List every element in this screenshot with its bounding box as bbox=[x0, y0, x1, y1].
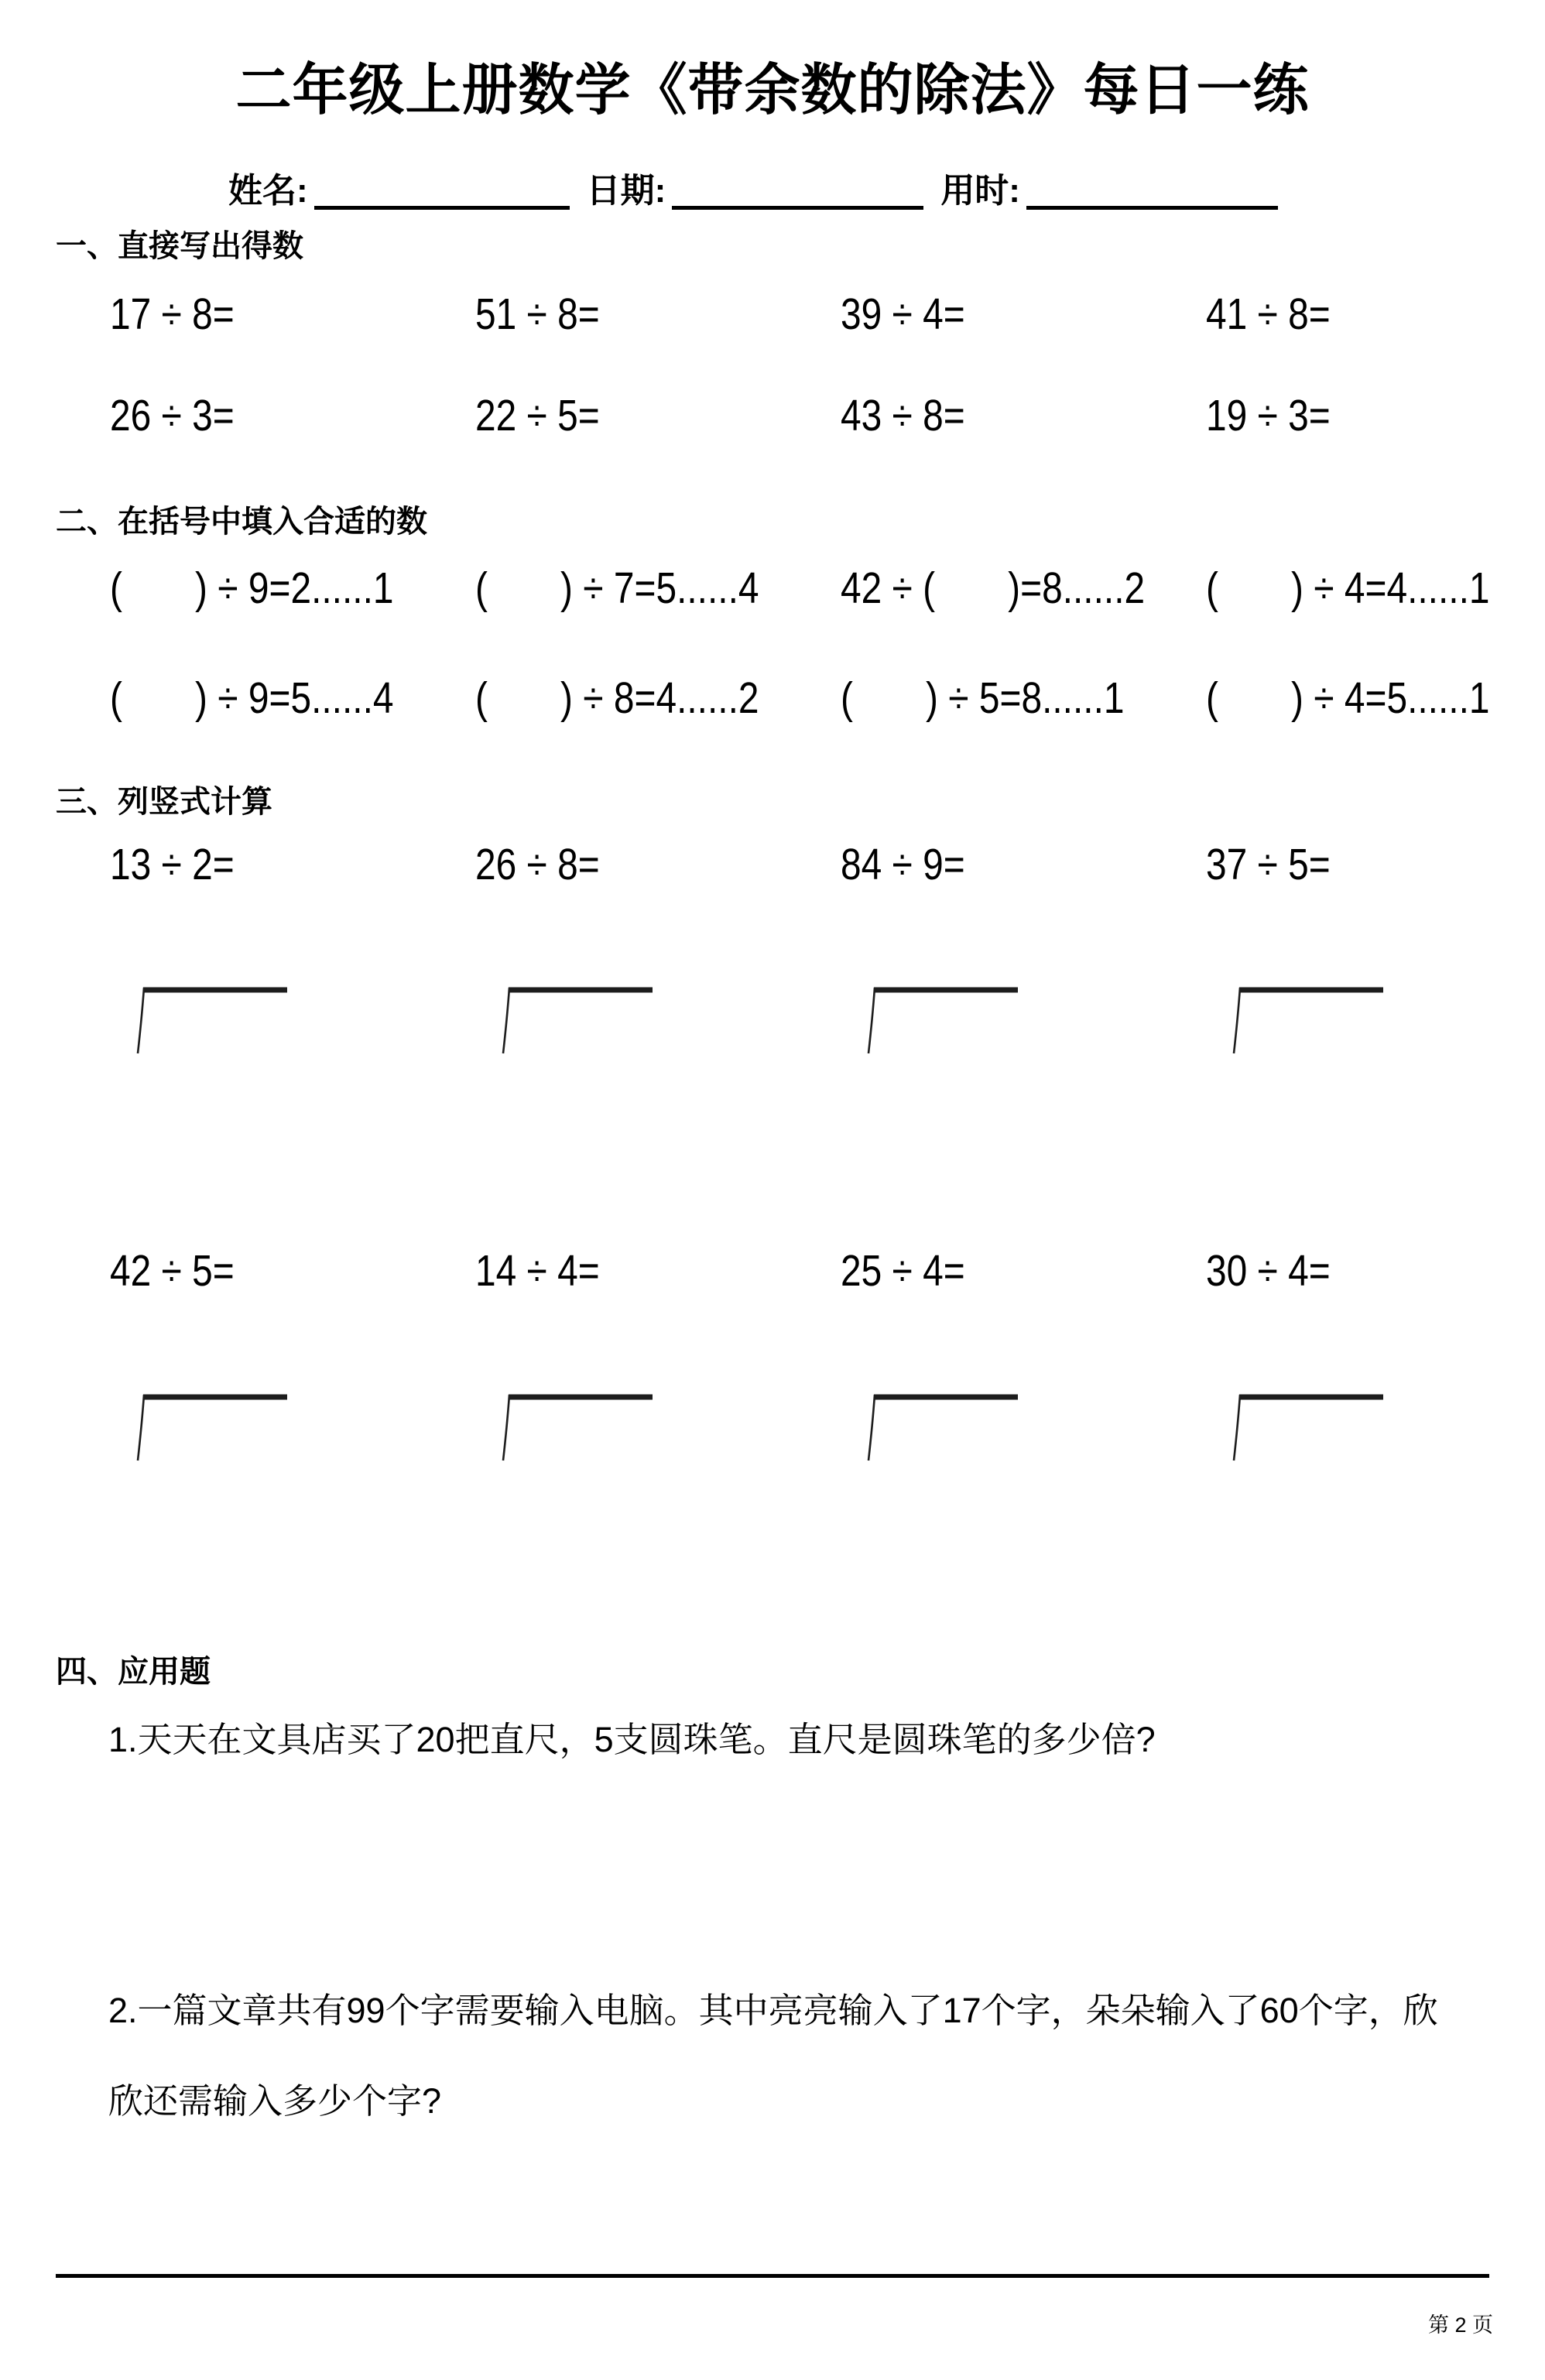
problem-cell bbox=[841, 673, 1206, 724]
problem-post: =8......2 bbox=[1020, 563, 1146, 613]
problem-pre: 42 ÷ bbox=[841, 563, 923, 613]
date-blank-line bbox=[672, 167, 923, 210]
fill-blank-problem bbox=[1206, 563, 1490, 615]
fill-blank-problem bbox=[841, 673, 1125, 724]
problem-cell bbox=[110, 840, 475, 891]
problem-cell bbox=[110, 673, 475, 724]
paren-close: ) bbox=[1291, 563, 1303, 613]
problem-cell bbox=[1206, 391, 1545, 442]
division-problem: 37 ÷ 5= bbox=[1206, 840, 1331, 889]
section2-row1 bbox=[110, 563, 1545, 615]
work-area-cell bbox=[1206, 1392, 1545, 1463]
problem-cell bbox=[475, 563, 841, 615]
problem-cell bbox=[1206, 840, 1545, 891]
work-area-cell bbox=[110, 1392, 475, 1463]
time-used-label: 用时: bbox=[940, 172, 1020, 211]
problem-cell bbox=[475, 289, 841, 341]
paren-close: ) bbox=[926, 673, 938, 723]
paren-open: ( bbox=[1206, 563, 1218, 613]
problem-post: ÷ 4=5......1 bbox=[1303, 673, 1490, 723]
long-division-bracket-icon bbox=[135, 985, 290, 1056]
section3-heading: 三、列竖式计算 bbox=[56, 785, 272, 819]
problem-cell bbox=[841, 391, 1206, 442]
header-fields bbox=[228, 167, 1278, 211]
problem-cell bbox=[475, 391, 841, 442]
problem-cell bbox=[110, 289, 475, 341]
problem-post: ÷ 5=8......1 bbox=[937, 673, 1125, 723]
division-problem: 51 ÷ 8= bbox=[475, 289, 600, 339]
division-problem: 19 ÷ 3= bbox=[1206, 391, 1331, 440]
division-problem: 25 ÷ 4= bbox=[841, 1246, 965, 1296]
division-problem: 22 ÷ 5= bbox=[475, 391, 600, 440]
long-division-bracket-icon bbox=[501, 1392, 656, 1463]
fill-blank-problem bbox=[1206, 673, 1490, 724]
problem-cell bbox=[475, 1246, 841, 1297]
problem-cell bbox=[110, 391, 475, 442]
division-problem: 13 ÷ 2= bbox=[110, 840, 235, 889]
paren-close: ) bbox=[1008, 563, 1021, 613]
footer-rule bbox=[56, 2274, 1489, 2278]
paren-close: ) bbox=[195, 673, 207, 723]
paren-close: ) bbox=[1291, 673, 1303, 723]
time-used-blank-line bbox=[1026, 167, 1278, 210]
section4-heading: 四、应用题 bbox=[56, 1655, 211, 1689]
problem-cell bbox=[841, 840, 1206, 891]
division-problem: 42 ÷ 5= bbox=[110, 1246, 235, 1296]
paren-open: ( bbox=[841, 673, 853, 723]
section1-row1 bbox=[110, 289, 1545, 341]
section1-heading: 一、直接写出得数 bbox=[56, 229, 303, 263]
section3-row2 bbox=[110, 1246, 1545, 1297]
division-problem: 26 ÷ 8= bbox=[475, 840, 600, 889]
paren-open: ( bbox=[923, 563, 936, 613]
problem-post: ÷ 9=2......1 bbox=[207, 563, 394, 613]
word-problem-2-line1: 2.一篇文章共有99个字需要输入电脑。其中亮亮输入了17个字，朵朵输入了60个字，欣 bbox=[108, 1991, 1438, 2030]
division-problem: 17 ÷ 8= bbox=[110, 289, 235, 339]
problem-cell bbox=[841, 563, 1206, 615]
section1-row2 bbox=[110, 391, 1545, 442]
page-title: 二年级上册数学《带余数的除法》每日一练 bbox=[235, 60, 1310, 122]
long-division-bracket-icon bbox=[1232, 985, 1386, 1056]
fill-blank-problem bbox=[841, 563, 1145, 615]
paren-open: ( bbox=[475, 673, 488, 723]
work-area-cell bbox=[475, 985, 841, 1056]
division-problem: 26 ÷ 3= bbox=[110, 391, 235, 440]
paren-open: ( bbox=[110, 563, 122, 613]
long-division-row2 bbox=[110, 1392, 1545, 1463]
paren-close: ) bbox=[560, 563, 573, 613]
word-problem-2-line2: 欣还需输入多少个字? bbox=[108, 2081, 442, 2121]
long-division-bracket-icon bbox=[135, 1392, 290, 1463]
work-area-cell bbox=[841, 1392, 1206, 1463]
fill-blank-problem bbox=[110, 673, 394, 724]
fill-blank-problem bbox=[475, 563, 759, 615]
problem-cell bbox=[475, 673, 841, 724]
problem-post: ÷ 7=5......4 bbox=[572, 563, 759, 613]
long-division-bracket-icon bbox=[1232, 1392, 1386, 1463]
division-problem: 39 ÷ 4= bbox=[841, 289, 965, 339]
fill-blank-problem bbox=[475, 673, 759, 724]
problem-cell bbox=[475, 840, 841, 891]
section3-row1 bbox=[110, 840, 1545, 891]
fill-blank-problem bbox=[110, 563, 394, 615]
paren-close: ) bbox=[195, 563, 207, 613]
section2-heading: 二、在括号中填入合适的数 bbox=[56, 505, 427, 539]
problem-cell bbox=[1206, 563, 1545, 615]
work-area-cell bbox=[110, 985, 475, 1056]
division-problem: 14 ÷ 4= bbox=[475, 1246, 600, 1296]
problem-post: ÷ 9=5......4 bbox=[207, 673, 394, 723]
long-division-row1 bbox=[110, 985, 1545, 1056]
problem-cell bbox=[1206, 1246, 1545, 1297]
problem-cell bbox=[841, 289, 1206, 341]
problem-cell bbox=[110, 563, 475, 615]
work-area-cell bbox=[475, 1392, 841, 1463]
division-problem: 84 ÷ 9= bbox=[841, 840, 965, 889]
name-label: 姓名: bbox=[228, 172, 308, 211]
problem-cell bbox=[110, 1246, 475, 1297]
page-number: 第 2 页 bbox=[1427, 2313, 1493, 2337]
problem-post: ÷ 8=4......2 bbox=[572, 673, 759, 723]
long-division-bracket-icon bbox=[501, 985, 656, 1056]
word-problem-1: 1.天天在文具店买了20把直尺，5支圆珠笔。直尺是圆珠笔的多少倍? bbox=[108, 1720, 1156, 1759]
section2-row2 bbox=[110, 673, 1545, 724]
date-label: 日期: bbox=[586, 172, 666, 211]
long-division-bracket-icon bbox=[866, 1392, 1021, 1463]
problem-cell bbox=[1206, 289, 1545, 341]
problem-cell bbox=[1206, 673, 1545, 724]
problem-post: ÷ 4=4......1 bbox=[1303, 563, 1490, 613]
name-blank-line bbox=[314, 167, 570, 210]
paren-open: ( bbox=[110, 673, 122, 723]
paren-close: ) bbox=[560, 673, 573, 723]
division-problem: 41 ÷ 8= bbox=[1206, 289, 1331, 339]
long-division-bracket-icon bbox=[866, 985, 1021, 1056]
work-area-cell bbox=[841, 985, 1206, 1056]
work-area-cell bbox=[1206, 985, 1545, 1056]
paren-open: ( bbox=[1206, 673, 1218, 723]
problem-cell bbox=[841, 1246, 1206, 1297]
division-problem: 30 ÷ 4= bbox=[1206, 1246, 1331, 1296]
paren-open: ( bbox=[475, 563, 488, 613]
division-problem: 43 ÷ 8= bbox=[841, 391, 965, 440]
